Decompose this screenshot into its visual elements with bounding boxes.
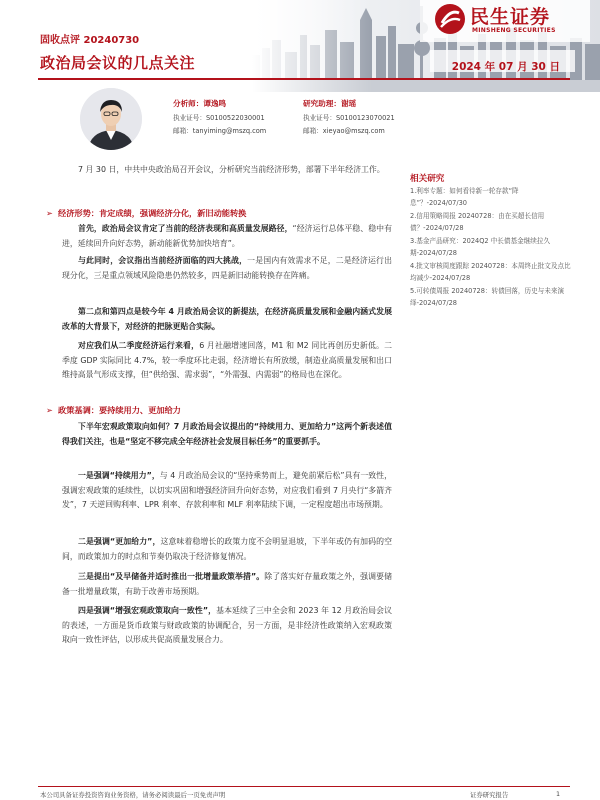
paragraph-1: 首先，政治局会议肯定了当前的经济表现和高质量发展路径，“经济运行总体平稳、稳中有进，延续回升向好态势，新动能新优势加快培育”。 [62, 224, 392, 248]
paragraph-8: 三是提出“及早储备并适时推出一批增量政策举措”。除了落实好存量政策之外，强调要储备一批增量政策，有助于改善市场预期。 [62, 572, 392, 596]
minsheng-logo-icon [434, 3, 466, 35]
assistant-name: 谢瑶 [340, 99, 357, 108]
analyst-name: 谭逸鸣 [203, 99, 227, 108]
report-date: 2024 年 07 月 30 日 [451, 61, 560, 73]
related-research-item[interactable]: 3.基金产品研究：2024Q2 中长债基金继续拉久期-2024/07/28 [410, 237, 551, 257]
intro-paragraph: 7 月 30 日，中共中央政治局召开会议，分析研究当前经济形势，部署下半年经济工作。 [78, 165, 385, 174]
related-research-item[interactable]: 5.可转债周报 20240728：转债回落，历史与未来演绎-2024/07/28 [410, 287, 565, 307]
paragraph-4: 对应我们从二季度经济运行来看，6 月社融增速回落，M1 和 M2 同比再创历史新低。二季度 GDP 实际同比 4.7%，较一季度环比走弱，经济增长有所放缓，制造业高质量发展和出口维持高景气形成支撑，但“供给强、需求弱”，“外需强、内需弱”的格局也在深化。 [62, 341, 392, 379]
footer-rule [38, 786, 570, 787]
related-research-item[interactable]: 4.批文审核周度跟踪 20240728：本周终止批文及点比均减少-2024/07/28 [410, 262, 571, 282]
section-arrow-icon: ➢ [46, 405, 53, 415]
paragraph-9: 四是强调“增强宏观政策取向一致性”，基本延续了三中全会和 2023 年 12 月政治局会议的表述，一方面是货币政策与财政政策的协调配合，另一方面，是非经济性政策纳入宏观政策取向一致性评估，以形成共促高质量发展合力。 [62, 606, 393, 644]
footer-disclaimer: 本公司具备证券投资咨询业务资格，请务必阅读最后一页免责声明 [40, 791, 226, 799]
section-heading-policy: ➢ 政策基调：要持续用力、更加给力 [46, 405, 181, 415]
analyst-role-label: 分析师：谭逸鸣 [173, 99, 227, 108]
paragraph-7: 二是强调“更加给力”，这意味着稳增长的政策力度不会明显退坡，下半年或仍有加码的空间，而政策加力的时点和节奏仍取决于经济修复情况。 [62, 537, 392, 561]
assistant-email[interactable]: 邮箱：xieyao@mszq.com [303, 127, 385, 135]
footer-report-type: 证券研究报告 [470, 791, 509, 799]
paragraph-5: 下半年宏观政策取向如何？7 月政治局会议提出的“持续用力、更加给力”这两个新表述值得我们关注，也是“坚定不移完成全年经济社会发展目标任务”的重要抓手。 [62, 422, 392, 446]
report-category: 固收点评 20240730 [40, 35, 140, 46]
assistant-license: 执业证号：S0100123070021 [303, 114, 395, 122]
related-research-item[interactable]: 1.利率专题：如何看待新一轮存款“降息”？-2024/07/30 [410, 187, 519, 207]
paragraph-3: 第二点和第四点是较今年 4 月政治局会议的新提法，在经济高质量发展和金融内涵式发展改革的大背景下，对经济的把脉更贴合实际。 [62, 307, 392, 331]
header-rule [38, 78, 570, 80]
logo-chinese-name: 民生证券 [470, 6, 551, 28]
logo-english-name: MINSHENG SECURITIES [472, 27, 556, 34]
section-arrow-icon: ➢ [46, 208, 53, 218]
section-heading-economy: ➢ 经济形势：肯定成绩，强调经济分化，新旧动能转换 [46, 208, 247, 218]
analyst-avatar [80, 88, 142, 150]
related-research-title: 相关研究 [410, 174, 445, 184]
page-number: 1 [556, 790, 561, 798]
analyst-license: 执业证号：S0100522030001 [173, 114, 265, 122]
analyst-email[interactable]: 邮箱：tanyiming@mszq.com [173, 127, 267, 135]
report-title: 政治局会议的几点关注 [40, 54, 196, 72]
assistant-role-label: 研究助理：谢瑶 [303, 99, 357, 108]
paragraph-6: 一是强调“持续用力”，与 4 月政治局会议的“坚持乘势而上，避免前紧后松”具有一致性，强调宏观政策的延续性，以切实巩固和增强经济回升向好态势，对应我们看到 7 月央行“多箭齐发”，7 天逆回购利率、LPR 利率、存款利率和 MLF 利率陆续下调，一定程度超出市场预期。 [62, 471, 392, 509]
related-research-item[interactable]: 2.信用策略周报 20240728：由在买超长信用债？-2024/07/28 [410, 212, 545, 232]
paragraph-2: 与此同时，会议指出当前经济面临的四大挑战，一是国内有效需求不足，二是经济运行出现分化，三是重点领域风险隐患仍然较多，四是新旧动能转换存在阵痛。 [62, 256, 392, 280]
